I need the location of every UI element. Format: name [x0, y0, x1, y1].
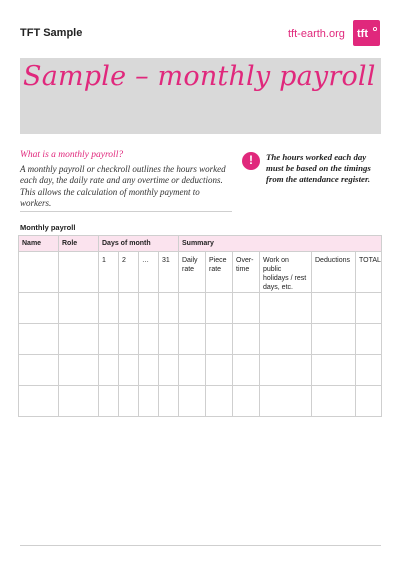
- table-cell[interactable]: [356, 324, 382, 355]
- brand-title: TFT Sample: [20, 27, 83, 39]
- table-cell[interactable]: [119, 386, 139, 417]
- table-title: Monthly payroll: [20, 223, 76, 232]
- table-cell[interactable]: [19, 293, 59, 324]
- table-cell[interactable]: [59, 324, 99, 355]
- table-cell[interactable]: [312, 355, 356, 386]
- table-cell[interactable]: [59, 293, 99, 324]
- table-cell[interactable]: [233, 355, 260, 386]
- table-cell[interactable]: [206, 386, 233, 417]
- table-cell[interactable]: [19, 252, 59, 293]
- summary-header-holidays: Work on public holidays / rest days, etc.: [260, 252, 312, 293]
- table-cell[interactable]: [206, 324, 233, 355]
- summary-header-piece-rate: Piece rate: [206, 252, 233, 293]
- table-cell[interactable]: [99, 386, 119, 417]
- col-header-days: Days of month: [99, 236, 179, 252]
- table-row: [19, 355, 382, 386]
- table-cell[interactable]: [179, 324, 206, 355]
- table-row: [19, 386, 382, 417]
- day-header: 31: [159, 252, 179, 293]
- table-cell[interactable]: [179, 386, 206, 417]
- table-cell[interactable]: [159, 324, 179, 355]
- footer-divider: [20, 545, 381, 546]
- title-banner: [20, 58, 381, 134]
- table-cell[interactable]: [312, 386, 356, 417]
- tft-logo-mark: [356, 26, 378, 40]
- table-cell[interactable]: [139, 386, 159, 417]
- table-body: [19, 293, 382, 417]
- table-cell[interactable]: [59, 355, 99, 386]
- intro-section: [20, 150, 232, 210]
- table-cell[interactable]: [312, 293, 356, 324]
- table-cell[interactable]: [179, 293, 206, 324]
- table-cell[interactable]: [159, 355, 179, 386]
- table-cell[interactable]: [99, 293, 119, 324]
- table-cell[interactable]: [356, 355, 382, 386]
- table-cell[interactable]: [233, 324, 260, 355]
- table-cell[interactable]: [260, 324, 312, 355]
- day-header: 1: [99, 252, 119, 293]
- table-cell[interactable]: [179, 355, 206, 386]
- intro-body: A monthly payroll or checkroll outlines the hours worked each day, the daily rate and any overtime or deductions. This allows the calculation of monthly payment to workers.: [20, 164, 226, 209]
- table-cell[interactable]: [119, 355, 139, 386]
- table-cell[interactable]: [59, 252, 99, 293]
- summary-header-daily-rate: Daily rate: [179, 252, 206, 293]
- summary-header-overtime: Over-time: [233, 252, 260, 293]
- table-cell[interactable]: [99, 324, 119, 355]
- summary-header-total: TOTAL: [356, 252, 382, 293]
- intro-heading: What is a monthly payroll?: [20, 150, 124, 160]
- table-cell[interactable]: [139, 324, 159, 355]
- page-header: [0, 0, 400, 50]
- svg-text:tft: tft: [356, 28, 368, 40]
- day-header: 2: [119, 252, 139, 293]
- col-header-name: Name: [19, 236, 59, 252]
- site-link[interactable]: tft-earth.org: [288, 28, 345, 40]
- table-cell[interactable]: [159, 293, 179, 324]
- table-cell[interactable]: [260, 293, 312, 324]
- table-cell[interactable]: [260, 386, 312, 417]
- table-cell[interactable]: [19, 386, 59, 417]
- table-cell[interactable]: [260, 355, 312, 386]
- table-cell[interactable]: [59, 386, 99, 417]
- summary-header-deductions: Deductions: [312, 252, 356, 293]
- table-cell[interactable]: [356, 386, 382, 417]
- tft-logo-icon: [353, 20, 380, 46]
- table-row: [19, 324, 382, 355]
- col-header-role: Role: [59, 236, 99, 252]
- table-cell[interactable]: [139, 355, 159, 386]
- table-cell[interactable]: [206, 355, 233, 386]
- table-cell[interactable]: [233, 386, 260, 417]
- day-header: …: [139, 252, 159, 293]
- page-title: Sample – monthly payroll: [23, 61, 376, 92]
- table-cell[interactable]: [312, 324, 356, 355]
- col-header-summary: Summary: [179, 236, 382, 252]
- table-cell[interactable]: [206, 293, 233, 324]
- table-row: [19, 293, 382, 324]
- table-cell[interactable]: [233, 293, 260, 324]
- table-subheader-row: [19, 252, 382, 293]
- table-cell[interactable]: [19, 355, 59, 386]
- attendance-note: The hours worked each day must be based on the timings from the attendance register.: [266, 152, 371, 185]
- table-cell[interactable]: [99, 355, 119, 386]
- table-cell[interactable]: [119, 324, 139, 355]
- table-cell[interactable]: [356, 293, 382, 324]
- table-cell[interactable]: [119, 293, 139, 324]
- table-cell[interactable]: [159, 386, 179, 417]
- exclamation-icon: !: [242, 152, 260, 170]
- table-header-row: [19, 236, 382, 252]
- intro-divider: [20, 211, 232, 212]
- table-cell[interactable]: [19, 324, 59, 355]
- payroll-table: [18, 235, 382, 417]
- table-cell[interactable]: [139, 293, 159, 324]
